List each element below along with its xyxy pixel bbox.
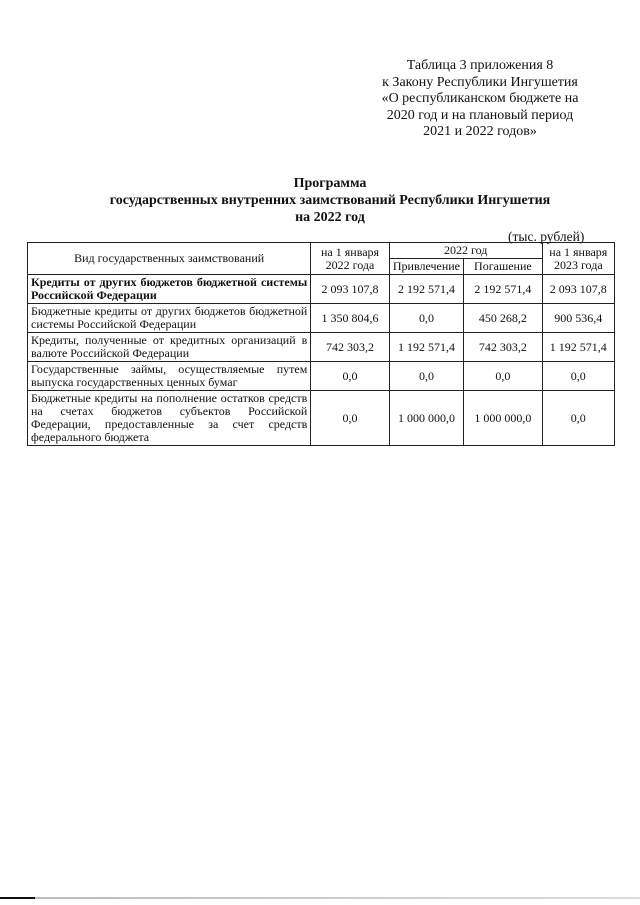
cell-jan-2023: 0,0 [542,391,614,446]
units-label: (тыс. рублей) [508,229,585,244]
cell-jan-2022: 1 350 804,6 [311,304,389,333]
row-name: Бюджетные кредиты на пополнение остатков средств на счетах бюджетов субъектов Российской Федерации, предоставленные за счет средств федерального бюджета [28,391,311,446]
header-year-2022: 2022 год [389,243,542,259]
row-name: Бюджетные кредиты от других бюджетов бюджетной системы Российской Федерации [28,304,311,333]
title-line: государственных внутренних заимствований Республики Ингушетия [109,193,551,208]
cell-repayment: 2 192 571,4 [464,275,542,304]
cell-repayment: 0,0 [464,362,542,391]
table-row [28,362,615,391]
cell-repayment: 742 303,2 [464,333,542,362]
table-row [28,333,615,362]
header-repayment: Погашение [464,259,542,275]
header-line: 2021 и 2022 годов» [423,124,537,139]
borrowing-program-table [27,242,615,446]
cell-repayment: 450 268,2 [464,304,542,333]
cell-jan-2022: 0,0 [311,362,389,391]
cell-jan-2022: 2 093 107,8 [311,275,389,304]
cell-attraction: 0,0 [389,362,463,391]
table-row [28,391,615,446]
row-name: Кредиты от других бюджетов бюджетной системы Российской Федерации [28,275,311,304]
cell-attraction: 2 192 571,4 [389,275,463,304]
cell-jan-2022: 0,0 [311,391,389,446]
document-title [60,175,600,226]
cell-jan-2023: 900 536,4 [542,304,614,333]
header-jan-2022: на 1 января 2022 года [311,243,389,275]
header-line: 2020 год и на плановый период [386,107,574,123]
cell-attraction: 1 000 000,0 [389,391,463,446]
cell-jan-2023: 0,0 [542,362,614,391]
header-line: к Закону Республики Ингушетия [382,74,578,90]
cell-jan-2022: 742 303,2 [311,333,389,362]
title-line: на 2022 год [295,210,365,225]
cell-jan-2023: 1 192 571,4 [542,333,614,362]
scan-edge-divider [0,897,640,899]
header-line: Таблица 3 приложения 8 [406,58,554,73]
header-line: «О республиканском бюджете на [381,91,579,106]
row-name: Кредиты, полученные от кредитных организаций в валюте Российской Федерации [28,333,311,362]
cell-repayment: 1 000 000,0 [464,391,542,446]
title-line: Программа [293,176,367,191]
row-name: Государственные займы, осуществляемые путем выпуска государственных ценных бумаг [28,362,311,391]
law-reference-header [360,58,600,141]
header-attraction: Привлечение [389,259,463,275]
header-borrowing-type: Вид государственных заимствований [28,243,311,275]
header-jan-2023: на 1 января 2023 года [542,243,614,275]
cell-attraction: 0,0 [389,304,463,333]
table-row [28,275,615,304]
table-header-row [28,243,615,259]
cell-attraction: 1 192 571,4 [389,333,463,362]
table-row [28,304,615,333]
cell-jan-2023: 2 093 107,8 [542,275,614,304]
